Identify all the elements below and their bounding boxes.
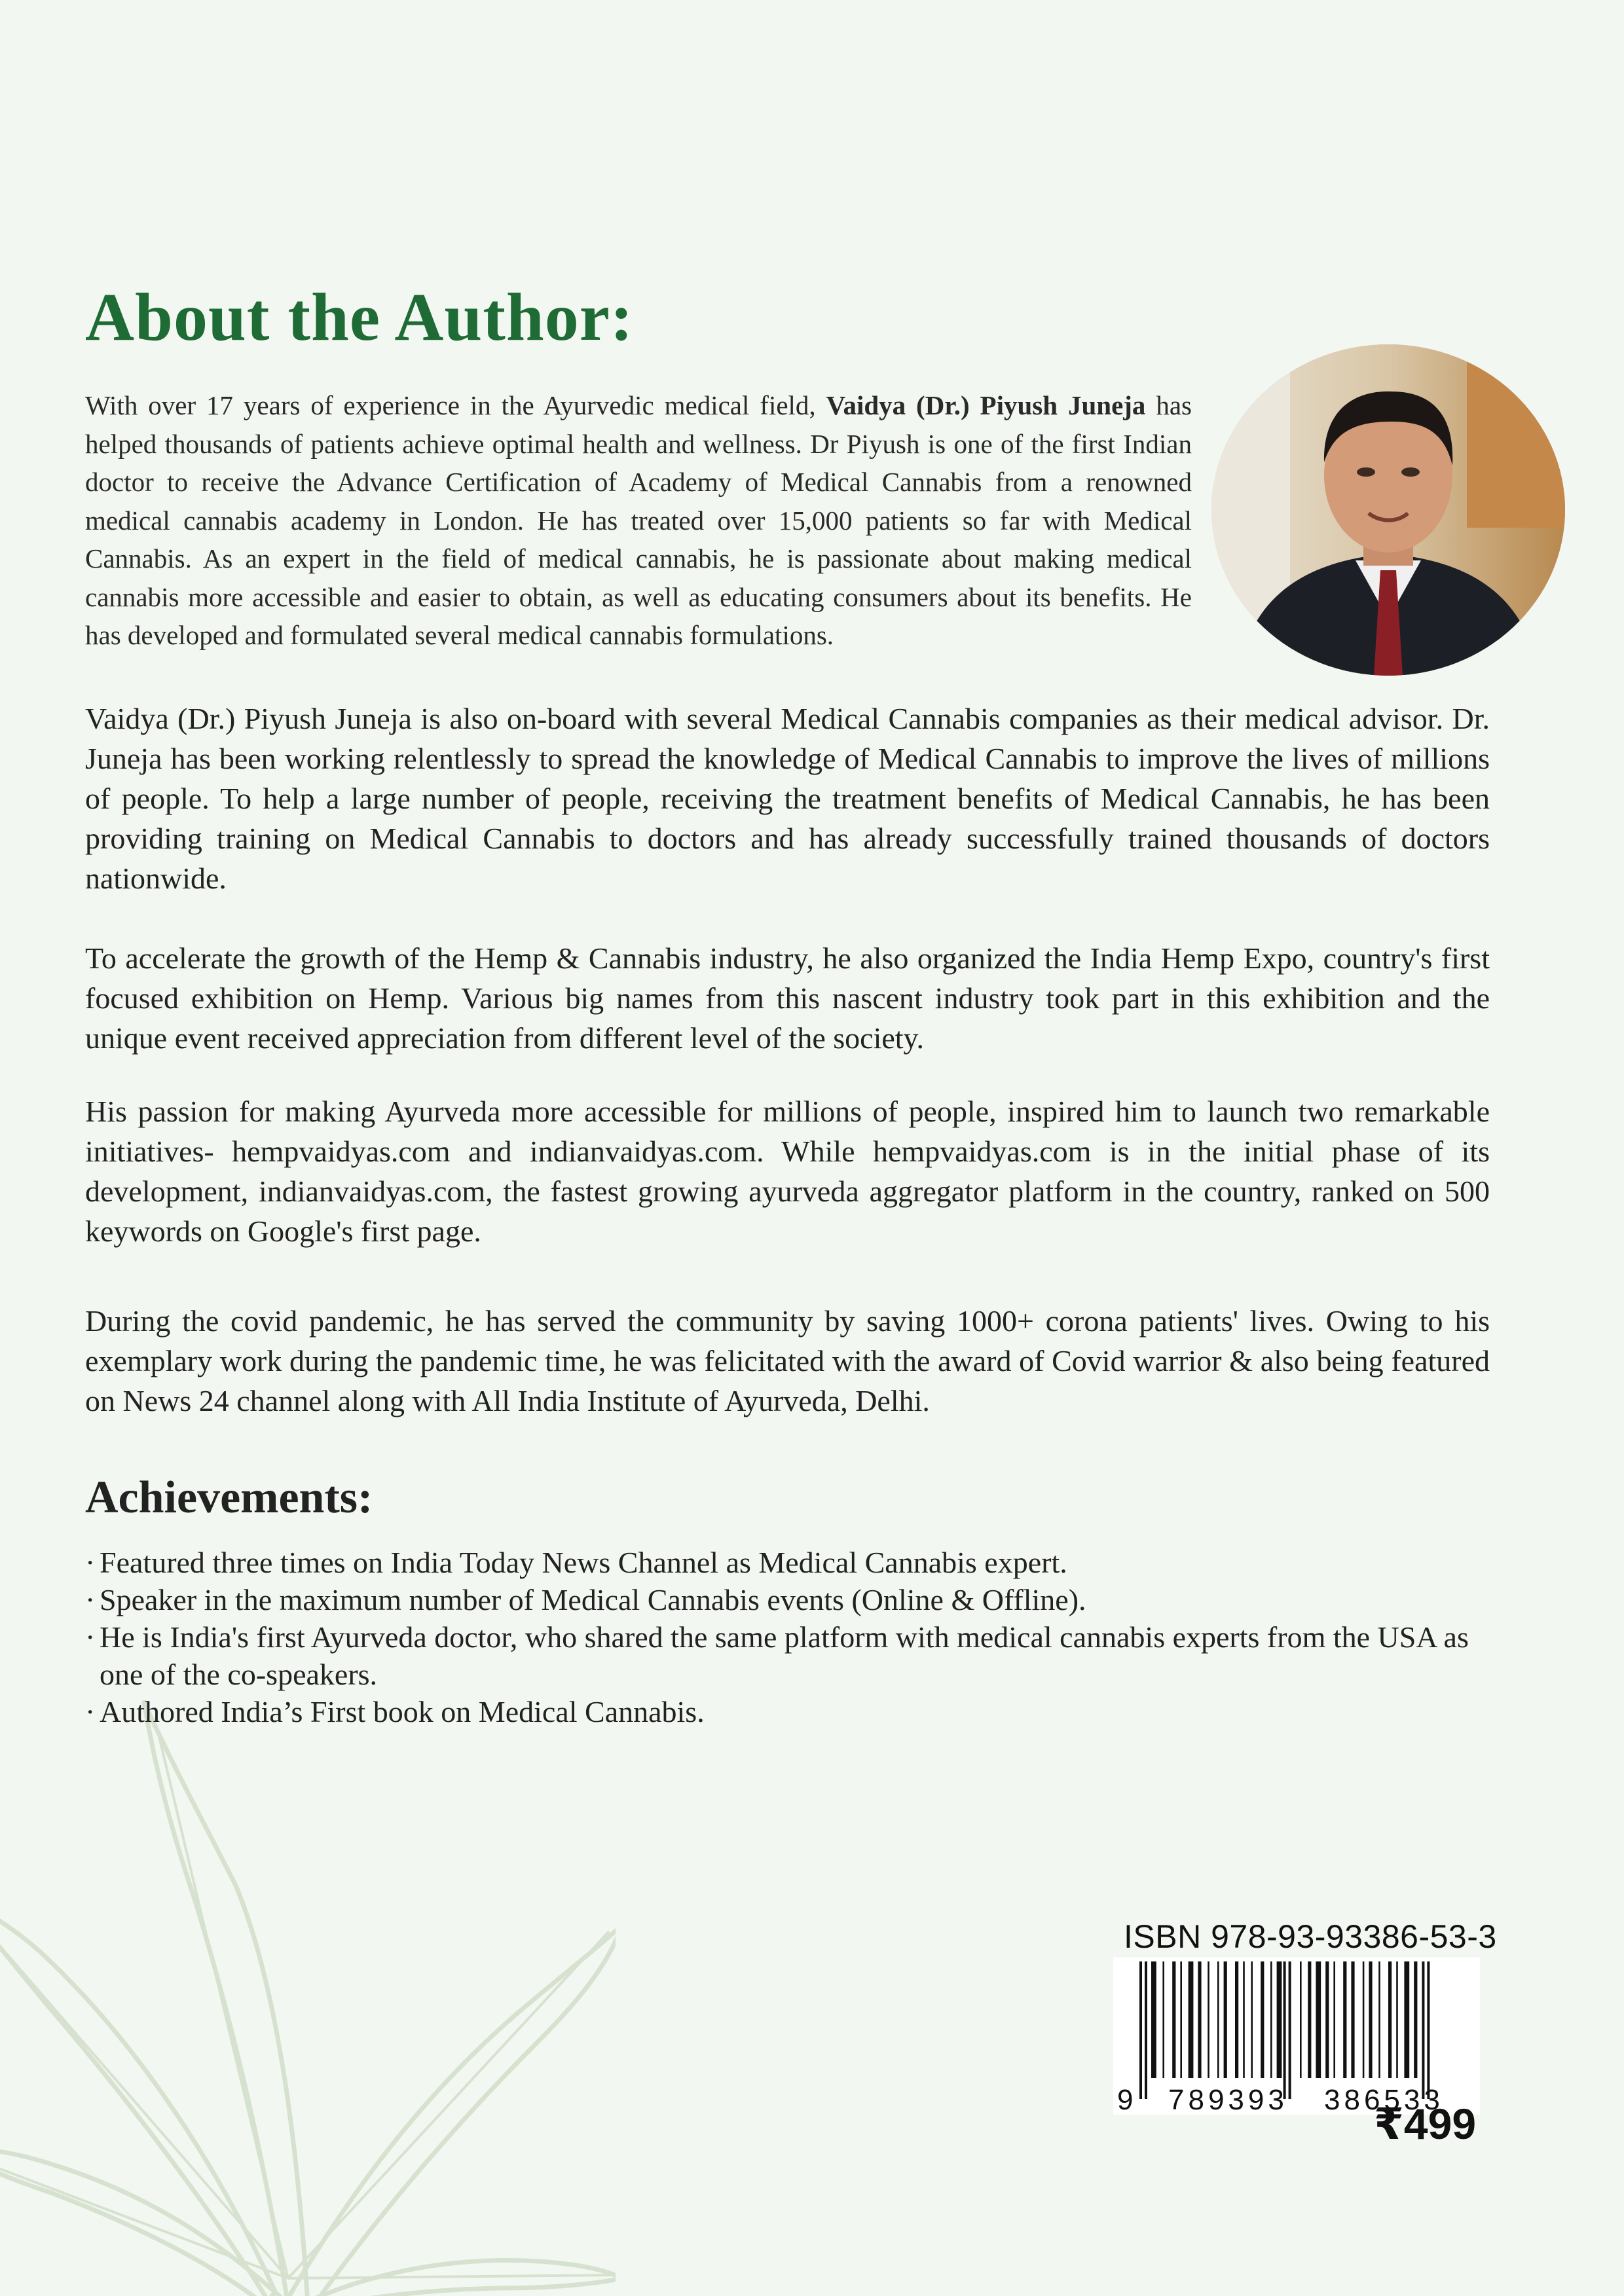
- barcode-bar: [1300, 1961, 1302, 2078]
- barcode-bar: [1343, 1961, 1346, 2078]
- barcode-guard-bar: [1289, 1961, 1291, 2099]
- achievements-heading: Achievements:: [85, 1472, 373, 1523]
- barcode-bar: [1316, 1961, 1321, 2078]
- achievement-item: · Authored India’s First book on Medical Cannabis.: [85, 1693, 1493, 1730]
- achievement-item: · He is India's first Ayurveda doctor, who shared the same platform with medical cannabis experts from the USA as one of the co-speakers.: [85, 1618, 1493, 1693]
- barcode-bar: [1251, 1961, 1253, 2078]
- barcode-guard-bar: [1427, 1961, 1430, 2099]
- barcode-bar: [1189, 1961, 1194, 2078]
- barcode-bar: [1396, 1961, 1398, 2078]
- about-paragraph-1: [85, 386, 1192, 655]
- barcode-guard-bar: [1145, 1961, 1147, 2099]
- barcode-bar: [1277, 1961, 1282, 2078]
- barcode-guard-bar: [1283, 1961, 1286, 2099]
- barcode-bar: [1224, 1961, 1227, 2078]
- barcode-bar: [1270, 1961, 1272, 2078]
- barcode-bar: [1308, 1961, 1311, 2078]
- about-heading: About the Author:: [85, 280, 634, 355]
- barcode-bar: [1180, 1961, 1182, 2078]
- barcode-bar: [1235, 1961, 1238, 2078]
- barcode-bar: [1369, 1961, 1372, 2078]
- barcode-bar: [1333, 1961, 1335, 2078]
- barcode-bar: [1414, 1961, 1417, 2078]
- barcode-bar: [1162, 1961, 1164, 2078]
- barcode-bar: [1351, 1961, 1354, 2078]
- price-label: ₹499: [1374, 2100, 1477, 2148]
- barcode: [1113, 1958, 1480, 2115]
- barcode-digits-left: 789393: [1168, 2084, 1288, 2115]
- isbn-label: ISBN 978-93-93386-53-3: [1124, 1918, 1497, 1955]
- barcode-bar: [1378, 1961, 1380, 2078]
- barcode-bar: [1172, 1961, 1175, 2078]
- barcode-bar: [1217, 1961, 1219, 2078]
- about-paragraph-5: During the covid pandemic, he has served the community by saving 1000+ corona patients' lives. Owing to his exemplary work during the pandemic time, he was felicitated with the award of Covid warrior & also being featured on News 24 channel along with All India Institute of Ayurveda, Delhi.: [85, 1304, 1490, 1417]
- about-p1-rest: has helped thousands of patients achieve optimal health and wellness. Dr Piyush is one of the first Indian doctor to receive the Advance Certification of Academy of Medical Cannabis from a renowned medical cannabis academy in London. He has treated over 15,000 patients so far with Medical Cannabis. As an expert in the field of medical cannabis, he is passionate about making medical cannabis more accessible and easier to obtain, as well as educating consumers about its benefits. He has developed and formulated several medical cannabis formulations.: [85, 390, 1192, 650]
- achievements-list: [85, 1544, 1493, 1730]
- achievement-item: · Featured three times on India Today News Channel as Medical Cannabis expert.: [85, 1544, 1493, 1581]
- author-photo: [1211, 344, 1565, 676]
- author-name: Vaidya (Dr.) Piyush Juneja: [826, 390, 1146, 420]
- about-paragraph-4: His passion for making Ayurveda more accessible for millions of people, inspired him to launch two remarkable initiatives- hempvaidyas.com and indianvaidyas.com. While hempvaidyas.com is in the initial phase of its development, indianvaidyas.com, the fastest growing ayurveda aggregator platform in the country, ranked on 500 keywords on Google's first page.: [85, 1095, 1490, 1248]
- barcode-bar: [1261, 1961, 1264, 2078]
- barcode-digit-lead: 9: [1117, 2084, 1134, 2115]
- barcode-guard-bar: [1139, 1961, 1142, 2099]
- about-paragraph-2: Vaidya (Dr.) Piyush Juneja is also on-board with several Medical Cannabis companies as their medical advisor. Dr. Juneja has been working relentlessly to spread the knowledge of Medical Cannabis to improve the lives of millions of people. To help a large number of people, receiving the treatment benefits of Medical Cannabis, he has been providing training on Medical Cannabis to doctors and has already successfully trained thousands of doctors nationwide.: [85, 702, 1490, 895]
- barcode-bar: [1325, 1961, 1329, 2078]
- barcode-bar: [1243, 1961, 1245, 2078]
- cannabis-leaf-icon: [0, 1689, 616, 2296]
- about-paragraph-3: To accelerate the growth of the Hemp & Cannabis industry, he also organized the India Hemp Expo, country's first focused exhibition on Hemp. Various big names from this nascent industry took part in this exhibition and the unique event received appreciation from different level of the society.: [85, 941, 1490, 1055]
- barcode-bar: [1208, 1961, 1209, 2078]
- barcode-bar: [1363, 1961, 1365, 2078]
- barcode-guard-bar: [1422, 1961, 1424, 2099]
- barcode-bar: [1151, 1961, 1156, 2078]
- achievement-item: · Speaker in the maximum number of Medical Cannabis events (Online & Offline).: [85, 1581, 1493, 1618]
- barcode-bar: [1198, 1961, 1201, 2078]
- barcode-bar: [1388, 1961, 1392, 2078]
- barcode-bar: [1404, 1961, 1409, 2078]
- author-portrait-icon: [1211, 344, 1565, 676]
- barcode-digits-right: 386533: [1324, 2084, 1444, 2115]
- about-p1-lead: With over 17 years of experience in the Ayurvedic medical field,: [85, 390, 816, 420]
